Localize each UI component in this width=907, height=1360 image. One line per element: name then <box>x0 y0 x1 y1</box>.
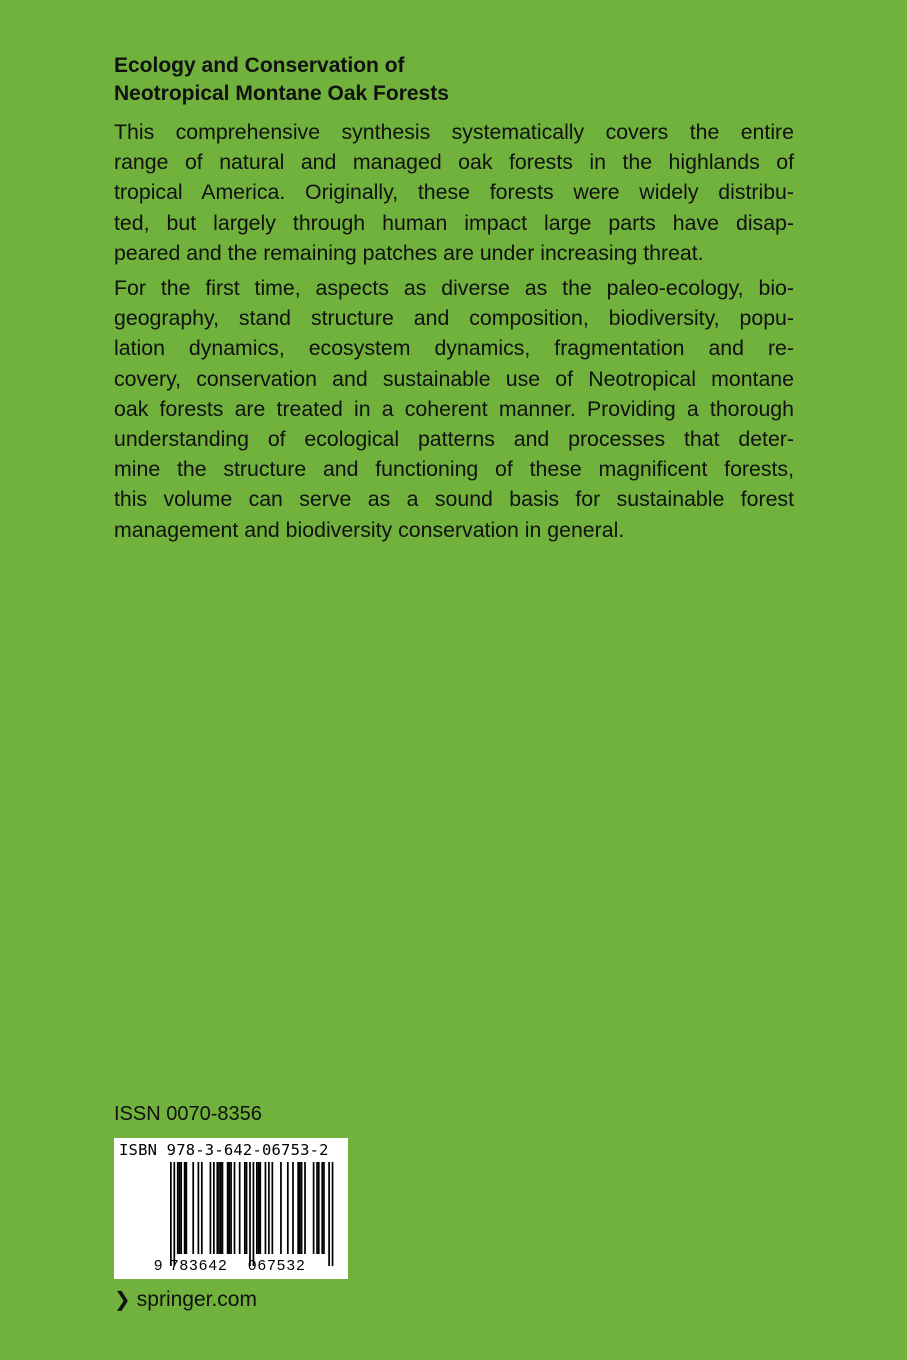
barcode-guard-bar <box>332 1162 334 1266</box>
barcode-guard-bar <box>328 1162 330 1266</box>
barcode-guard-bar <box>249 1162 251 1266</box>
barcode-bar <box>184 1162 186 1254</box>
description-paragraph-2 <box>114 273 794 545</box>
barcode-bar <box>192 1162 194 1254</box>
ean-first-digit: 9 <box>154 1257 163 1274</box>
book-title-line-2: Neotropical Montane Oak Forests <box>114 82 449 105</box>
barcode-bar <box>180 1162 182 1254</box>
barcode-bar <box>259 1162 261 1254</box>
barcode-bar <box>185 1162 187 1254</box>
barcode-bar <box>227 1162 229 1254</box>
publisher-url: springer.com <box>136 1287 257 1311</box>
barcode-guard-bar <box>253 1162 255 1266</box>
barcode-bar <box>271 1162 273 1254</box>
barcode-bar <box>280 1162 282 1254</box>
barcode-bar <box>216 1162 218 1254</box>
barcode-bar <box>234 1162 236 1254</box>
barcode-bar <box>222 1162 224 1254</box>
paragraph-line: this volume can serve as a sound basis for sustainable forest <box>114 487 794 512</box>
barcode-bar <box>201 1162 203 1254</box>
barcode-bar <box>297 1162 299 1254</box>
barcode-bar <box>301 1162 303 1254</box>
barcode-bar <box>244 1162 246 1254</box>
ean-left-group: 783642 <box>170 1257 228 1274</box>
paragraph-line: understanding of ecological patterns and processes that deter- <box>114 426 794 451</box>
issn-label: ISSN 0070-8356 <box>114 1103 262 1125</box>
ean-digits <box>114 1257 348 1277</box>
paragraph-line: tropical America. Originally, these forests were widely distribu- <box>114 180 794 205</box>
barcode-bar <box>213 1162 215 1254</box>
barcode-bar <box>316 1162 318 1254</box>
barcode-bar <box>287 1162 289 1254</box>
barcode-bar <box>198 1162 200 1254</box>
ean-right-group: 067532 <box>248 1257 306 1274</box>
barcode-bar <box>220 1162 222 1254</box>
barcode-bar <box>292 1162 294 1254</box>
barcode-guard-bar <box>170 1162 172 1266</box>
barcode-bar <box>177 1162 179 1254</box>
paragraph-line: peared and the remaining patches are under increasing threat. <box>114 240 704 265</box>
barcode-guard-bar <box>173 1162 175 1266</box>
paragraph-line: range of natural and managed oak forests in the highlands of <box>114 150 794 175</box>
description-paragraph-1 <box>114 117 794 268</box>
paragraph-line: ted, but largely through human impact large parts have disap- <box>114 210 794 235</box>
barcode-bar <box>268 1162 270 1254</box>
isbn-text: ISBN 978-3-642-06753-2 <box>119 1141 329 1159</box>
barcode-bar <box>318 1162 320 1254</box>
barcode-bar <box>228 1162 230 1254</box>
book-title-line-1: Ecology and Conservation of <box>114 54 405 77</box>
barcode-bar <box>256 1162 258 1254</box>
barcode-bar <box>258 1162 260 1254</box>
chevron-right-icon: ❯ <box>114 1289 131 1311</box>
paragraph-line: mine the structure and functioning of these magnificent forests, <box>114 457 794 482</box>
barcode-bar <box>321 1162 323 1254</box>
barcode-bar <box>218 1162 220 1254</box>
barcode-bar <box>299 1162 301 1254</box>
barcode-bar <box>239 1162 241 1254</box>
paragraph-line: For the first time, aspects as diverse as the paleo-ecology, bio- <box>114 276 794 300</box>
paragraph-line: This comprehensive synthesis systematically covers the entire <box>114 120 794 144</box>
barcode-panel <box>114 1138 348 1279</box>
book-title <box>114 52 794 108</box>
barcode-bar <box>246 1162 248 1254</box>
barcode-bar <box>210 1162 212 1254</box>
barcode-bar <box>304 1162 306 1254</box>
paragraph-line: lation dynamics, ecosystem dynamics, fragmentation and re- <box>114 336 794 361</box>
barcode-bar <box>265 1162 267 1254</box>
paragraph-line: management and biodiversity conservation in general. <box>114 517 625 542</box>
paragraph-line: covery, conservation and sustainable use of Neotropical montane <box>114 366 794 391</box>
barcode-bar <box>313 1162 315 1254</box>
barcode-bar <box>323 1162 325 1254</box>
barcode-bar <box>179 1162 181 1254</box>
publisher-link[interactable] <box>114 1287 257 1312</box>
barcode-bar <box>230 1162 232 1254</box>
paragraph-line: oak forests are treated in a coherent manner. Providing a thorough <box>114 396 794 421</box>
paragraph-line: geography, stand structure and composition, biodiversity, popu- <box>114 306 794 331</box>
